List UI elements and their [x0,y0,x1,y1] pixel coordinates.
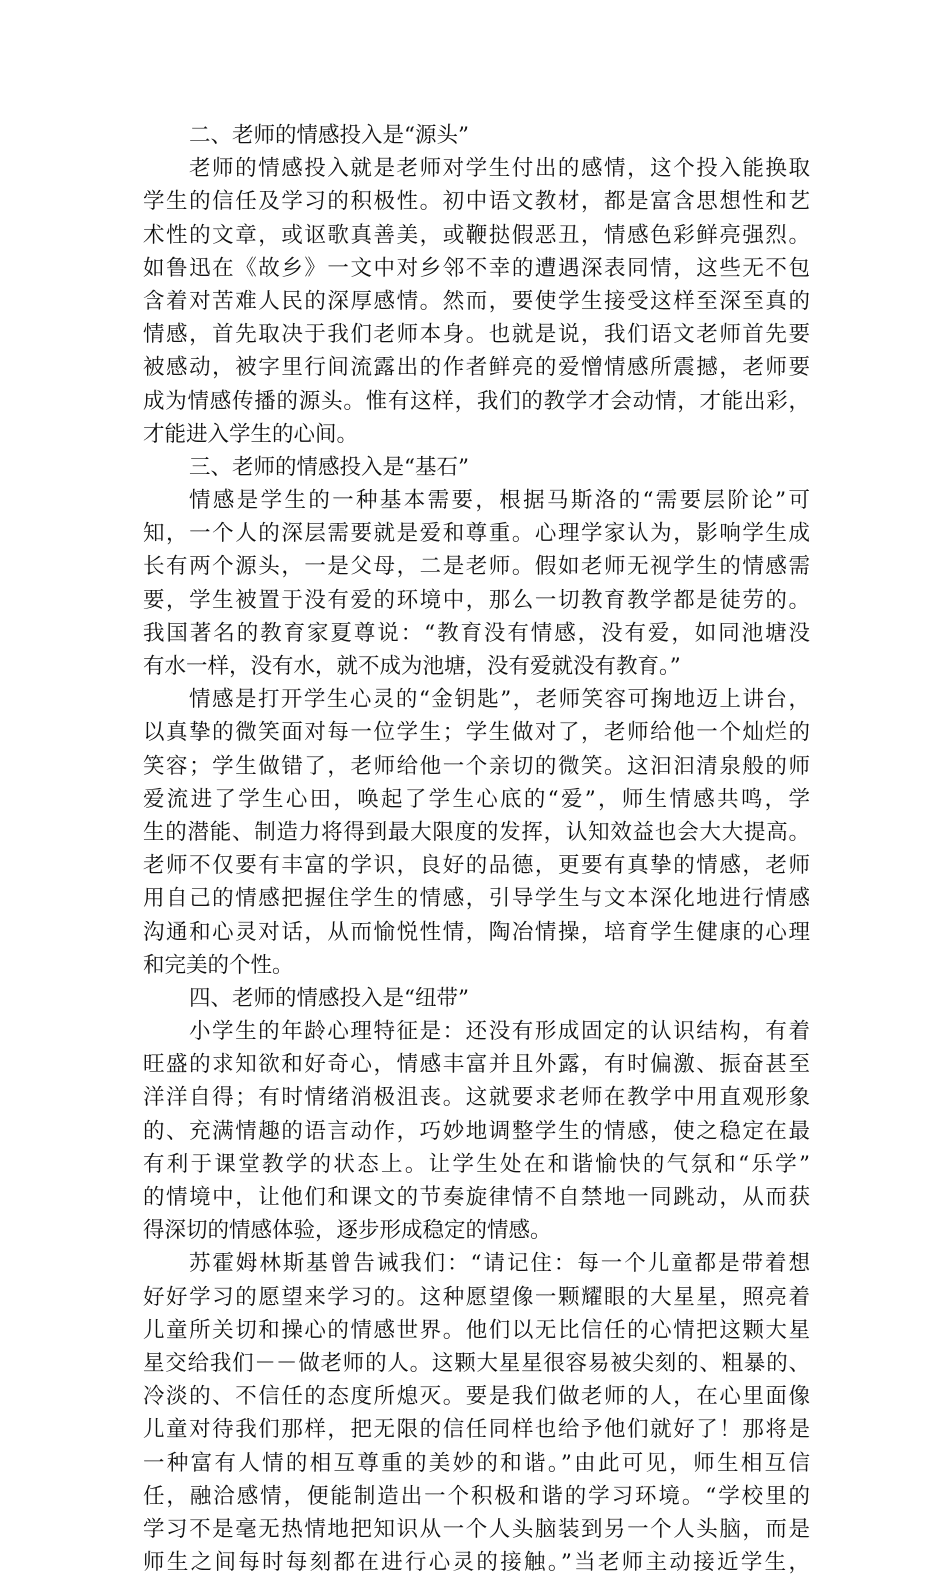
text-line: 生的潜能、制造力将得到最大限度的发挥，认知效益也会大大提高。 [143,819,810,845]
text-line: 的、充满情趣的语言动作，巧妙地调整学生的情感，使之稳定在最 [143,1118,810,1144]
text-line: 我国著名的教育家夏尊说：“教育没有情感，没有爱，如同池塘没 [143,620,810,646]
text-line: 洋洋自得；有时情绪消极沮丧。这就要求老师在教学中用直观形象 [143,1085,810,1111]
text-line: 星交给我们－－做老师的人。这颗大星星很容易被尖刻的、粗暴的、 [143,1350,810,1376]
body-paragraph [143,1015,810,1247]
text-line: 儿童对待我们那样，把无限的信任同样也给予他们就好了！那将是 [143,1417,810,1443]
text-line: 任，融洽感情，便能制造出一个积极和谐的学习环境。“学校里的 [143,1483,810,1509]
text-line: 有利于课堂教学的状态上。让学生处在和谐愉快的气氛和“乐学” [143,1151,810,1177]
heading-text: 三、老师的情感投入是“基石” [189,454,469,480]
text-line: 得深切的情感体验，逐步形成稳定的情感。 [143,1218,552,1244]
body-paragraph [143,152,810,451]
text-line: 冷淡的、不信任的态度所熄灭。要是我们做老师的人，在心里面像 [143,1384,810,1410]
heading-text: 二、老师的情感投入是“源头” [189,123,469,148]
text-line: 用自己的情感把握住学生的情感，引导学生与文本深化地进行情感 [143,886,810,912]
text-line: 要，学生被置于没有爱的环境中，那么一切教育教学都是徒劳的。 [143,587,810,613]
text-line: 儿童所关切和操心的情感世界。他们以无比信任的心情把这颗大星 [143,1317,810,1343]
text-line: 好好学习的愿望来学习的。这种愿望像一颗耀眼的大星星，照亮着 [143,1284,810,1310]
text-line: 师生之间每时每刻都在进行心灵的接触。”当老师主动接近学生， [143,1550,810,1576]
body-paragraph [143,484,810,683]
text-line: 老师的情感投入就是老师对学生付出的感情，这个投入能换取 [189,156,810,182]
text-line: 旺盛的求知欲和好奇心，情感丰富并且外露，有时偏激、振奋甚至 [143,1052,810,1078]
text-line: 长有两个源头，一是父母，二是老师。假如老师无视学生的情感需 [143,554,810,580]
text-line: 的情境中，让他们和课文的节奏旋律情不自禁地一同跳动，从而获 [143,1185,810,1210]
text-line: 和完美的个性。 [143,952,294,978]
body-paragraph [143,1247,810,1579]
text-line: 情感是打开学生心灵的“金钥匙”，老师笑容可掬地迈上讲台， [189,687,810,713]
text-line: 知，一个人的深层需要就是爱和尊重。心理学家认为，影响学生成 [143,521,810,547]
text-line: 学生的信任及学习的积极性。初中语文教材，都是富含思想性和艺 [143,189,810,215]
text-line: 情感，首先取决于我们老师本身。也就是说，我们语文老师首先要 [143,322,810,348]
text-line: 沟通和心灵对话，从而愉悦性情，陶冶情操，培育学生健康的心理 [143,919,810,945]
body-paragraph [143,683,810,982]
text-line: 情感是学生的一种基本需要，根据马斯洛的“需要层阶论”可 [189,488,810,514]
text-line: 才能进入学生的心间。 [143,421,359,447]
text-line: 如鲁迅在《故乡》一文中对乡邻不幸的遭遇深表同情，这些无不包 [143,255,810,281]
text-line: 小学生的年龄心理特征是：还没有形成固定的认识结构，有着 [189,1019,810,1045]
text-line: 学习不是毫无热情地把知识从一个人头脑装到另一个人头脑，而是 [143,1516,810,1542]
text-line: 一种富有人情的相互尊重的美妙的和谐。”由此可见，师生相互信 [143,1450,810,1476]
text-line: 有水一样，没有水，就不成为池塘，没有爱就没有教育。” [143,654,681,679]
text-line: 术性的文章，或讴歌真善美，或鞭挞假恶丑，情感色彩鲜亮强烈。 [143,222,810,248]
text-line: 笑容；学生做错了，老师给他一个亲切的微笑。这汩汩清泉般的师 [143,753,810,779]
section-heading [143,451,810,484]
text-line: 爱流进了学生心田，唤起了学生心底的“爱”，师生情感共鸣，学 [143,786,810,812]
text-line: 苏霍姆林斯基曾告诫我们：“请记住：每一个儿童都是带着想 [189,1251,810,1277]
text-line: 以真挚的微笑面对每一位学生；学生做对了，老师给他一个灿烂的 [143,720,810,746]
section-heading [143,119,810,152]
document-body [143,119,810,1579]
text-line: 含着对苦难人民的深厚感情。然而，要使学生接受这样至深至真的 [143,288,810,314]
text-line: 老师不仅要有丰富的学识，良好的品德，更要有真挚的情感，老师 [143,853,810,879]
section-heading [143,982,810,1015]
text-line: 被感动，被字里行间流露出的作者鲜亮的爱憎情感所震撼，老师要 [143,355,810,381]
heading-text: 四、老师的情感投入是“纽带” [189,985,469,1011]
text-line: 成为情感传播的源头。惟有这样，我们的教学才会动情，才能出彩， [143,388,810,414]
